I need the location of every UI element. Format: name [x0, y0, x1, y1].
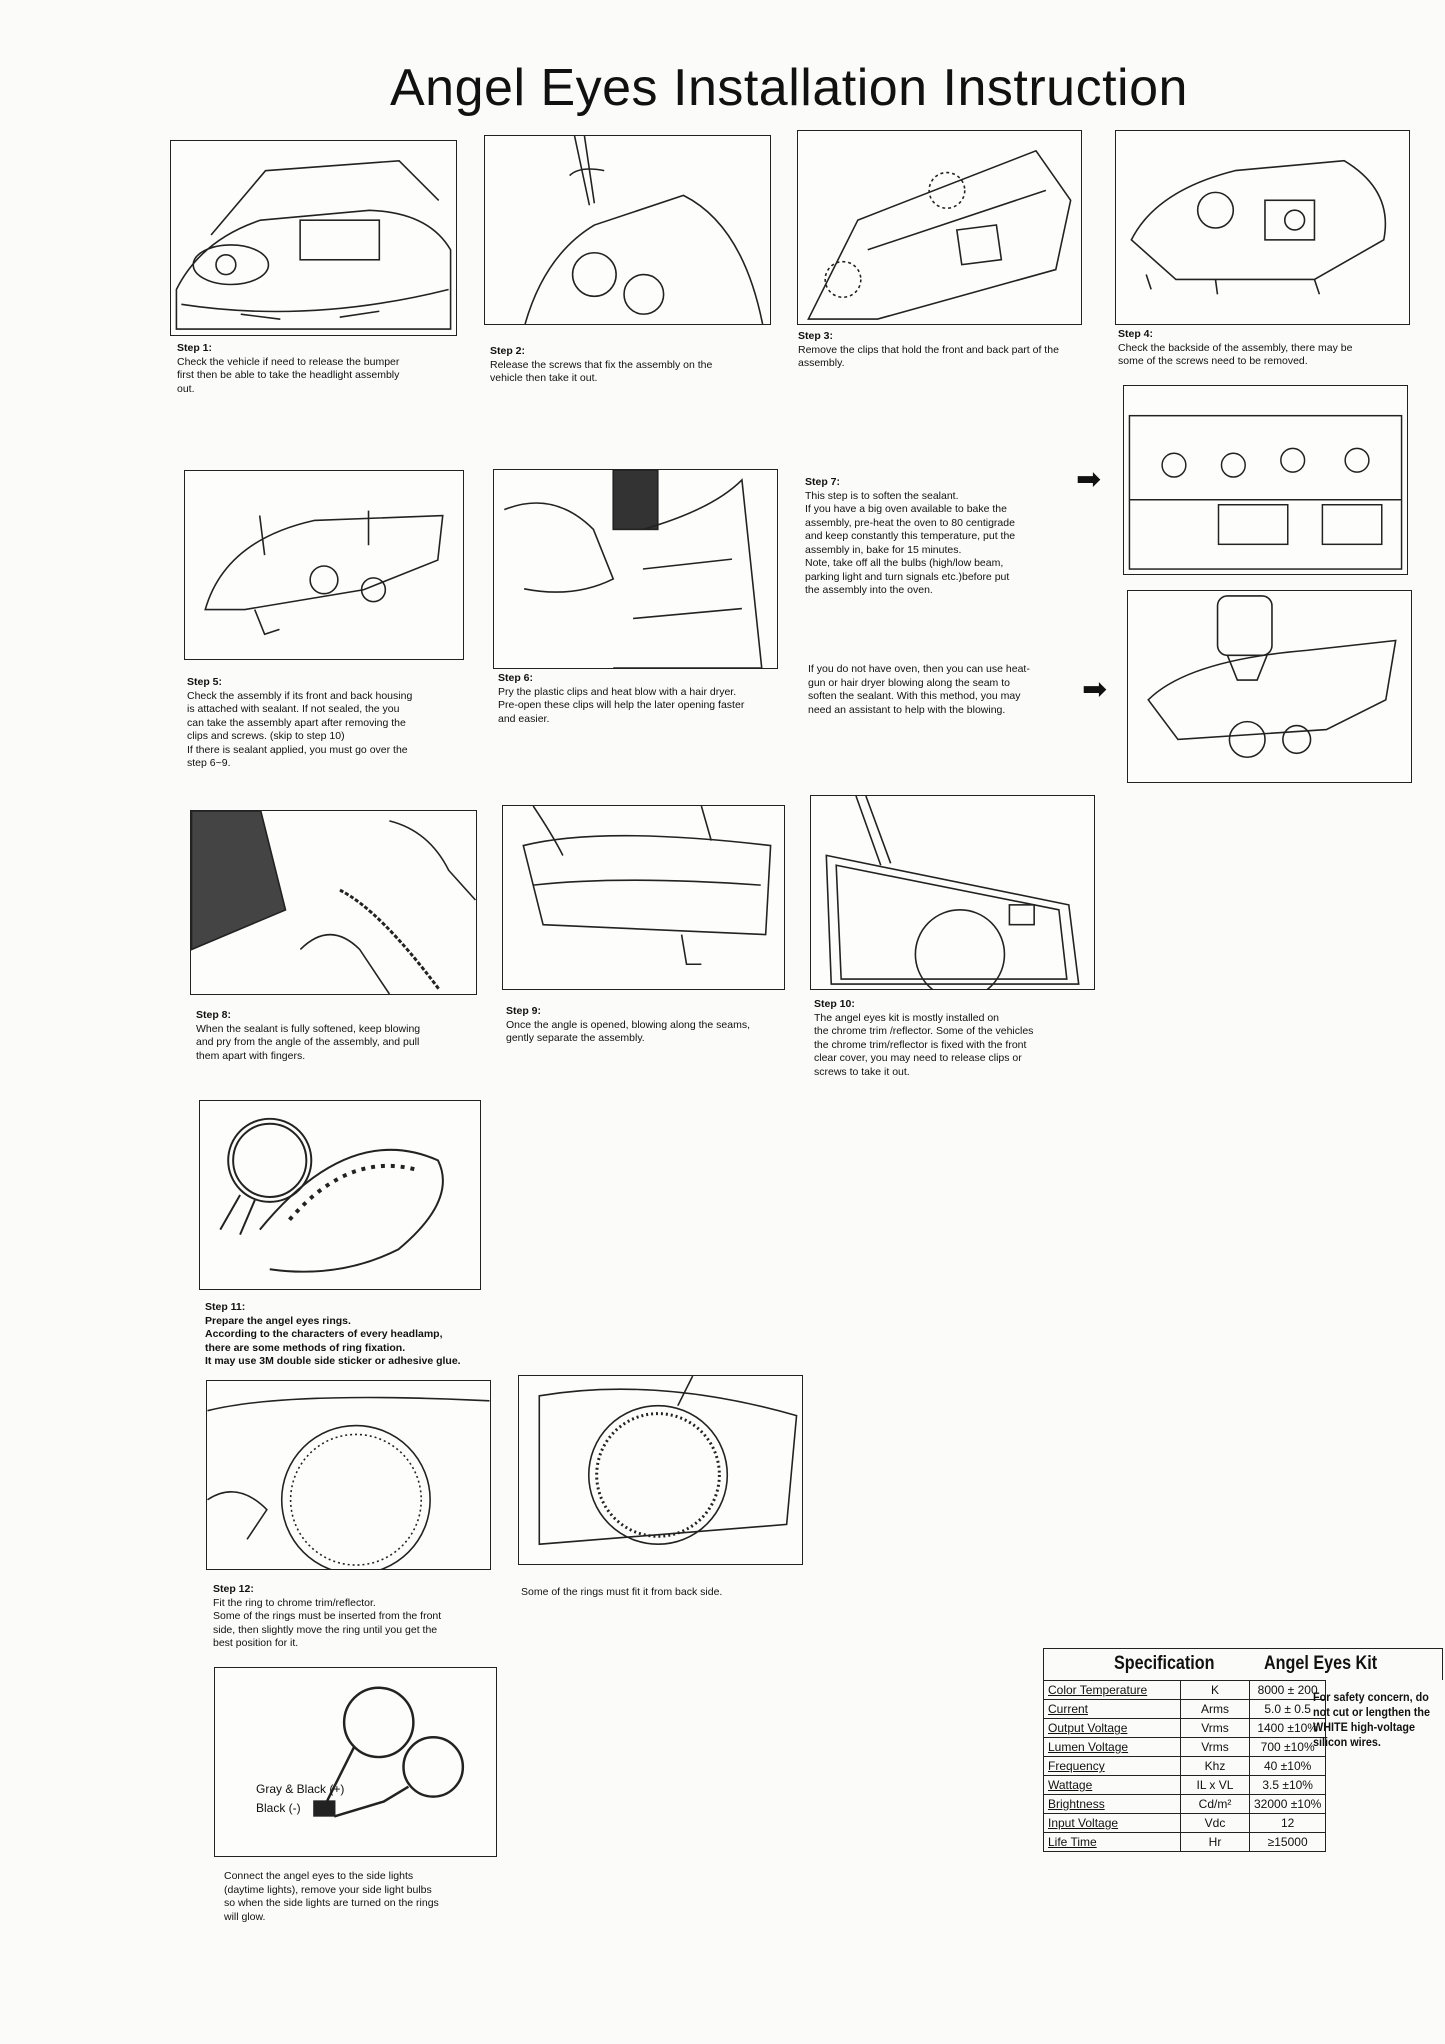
assembly-housing-illustration: [185, 471, 463, 659]
hair-dryer-clips-illustration: [494, 470, 777, 668]
step12-figure: [206, 1380, 491, 1570]
fit-ring-illustration: [207, 1381, 490, 1569]
spec-unit: Khz: [1181, 1757, 1250, 1776]
heatgun-note: [808, 663, 1078, 717]
back-side-text: Some of the rings must fit it from back side.: [521, 1586, 723, 1598]
spec-name: Brightness: [1044, 1795, 1181, 1814]
spec-value: 32000 ±10%: [1250, 1795, 1326, 1814]
arrow-right-icon: ➡: [1082, 673, 1108, 706]
spec-header-right: Angel Eyes Kit: [1264, 1653, 1378, 1674]
spec-row: [1044, 1833, 1326, 1852]
step6-text: Pry the plastic clips and heat blow with a hair dryer. Pre-open these clips will help the later opening faster and easier.: [498, 685, 745, 725]
chrome-trim-illustration: [811, 796, 1094, 989]
spec-row: [1044, 1795, 1326, 1814]
step5-heading: Step 5:: [187, 676, 223, 688]
step1-figure: [170, 140, 457, 336]
spec-unit: IL x VL: [1181, 1776, 1250, 1795]
spec-name: Output Voltage: [1044, 1719, 1181, 1738]
step3-caption: [798, 330, 1098, 371]
step1-heading: Step 1:: [177, 342, 213, 354]
spec-row: [1044, 1776, 1326, 1795]
spec-name: Current: [1044, 1700, 1181, 1719]
step5-text: Check the assembly if its front and back housing is attached with sealant. If not sealed, the you can take the assembly apart after removing the clips and screws. (skip to step 10) If there is sealant applied, you must go over the step 6~9.: [187, 689, 413, 769]
spec-value: 700 ±10%: [1250, 1738, 1326, 1757]
connect-caption: [224, 1870, 524, 1924]
safety-note: For safety concern, do not cut or lengthen the WHITE high-voltage silicon wires.: [1313, 1690, 1430, 1749]
step4-figure: [1115, 130, 1410, 325]
bulbs-and-oven-illustration: [1124, 386, 1407, 574]
step4-heading: Step 4:: [1118, 328, 1154, 340]
spec-value: ≥15000: [1250, 1833, 1326, 1852]
car-front-illustration: [171, 141, 456, 335]
spec-name: Life Time: [1044, 1833, 1181, 1852]
step12-heading: Step 12:: [213, 1583, 254, 1595]
step2-caption: [490, 345, 790, 386]
spec-header: [1043, 1648, 1443, 1680]
spec-row: [1044, 1738, 1326, 1757]
headlight-clips-illustration: [798, 131, 1081, 324]
spec-value: 1400 ±10%: [1250, 1719, 1326, 1738]
spec-table-block: [1043, 1648, 1443, 1852]
step8-heading: Step 8:: [196, 1009, 232, 1021]
step3-figure: [797, 130, 1082, 325]
spec-unit: Vrms: [1181, 1719, 1250, 1738]
step9-text: Once the angle is opened, blowing along the seams, gently separate the assembly.: [506, 1018, 750, 1044]
step3-text: Remove the clips that hold the front and back part of the assembly.: [798, 343, 1059, 369]
step12-caption: [213, 1583, 513, 1651]
step2-heading: Step 2:: [490, 345, 526, 357]
spec-header-left: Specification: [1114, 1653, 1215, 1674]
spec-unit: Vdc: [1181, 1814, 1250, 1833]
step1-caption: [177, 342, 477, 396]
step10-heading: Step 10:: [814, 998, 855, 1010]
spec-unit: Cd/m²: [1181, 1795, 1250, 1814]
connect-text: Connect the angel eyes to the side lights (daytime lights), remove your side light bulbs so when the side lights are turned on the rings will glow.: [224, 1870, 439, 1923]
step2-text: Release the screws that fix the assembly on the vehicle then take it out.: [490, 358, 713, 384]
step5-caption: [187, 676, 487, 771]
angel-eye-rings-illustration: [200, 1101, 480, 1289]
step6-heading: Step 6:: [498, 672, 534, 684]
spec-name: Frequency: [1044, 1757, 1181, 1776]
heat-gun-illustration: [1128, 591, 1411, 782]
spec-row: [1044, 1681, 1326, 1700]
spec-table: [1043, 1680, 1326, 1852]
ring-wiring-illustration: [215, 1668, 496, 1856]
step11-heading: Step 11:: [205, 1301, 246, 1313]
step4-text: Check the backside of the assembly, there may be some of the screws need to be removed.: [1118, 341, 1353, 367]
step12-text: Fit the ring to chrome trim/reflector. Some of the rings must be inserted from the front side, then slightly move the ring until you get the best position for it.: [213, 1596, 442, 1649]
spec-value: 40 ±10%: [1250, 1757, 1326, 1776]
spec-unit: Arms: [1181, 1700, 1250, 1719]
step8-text: When the sealant is fully softened, keep blowing and pry from the angle of the assembly, and pull them apart with fingers.: [196, 1022, 421, 1062]
spec-row: [1044, 1814, 1326, 1833]
step11-figure: [199, 1100, 481, 1290]
bulbs-removed-figure: [1123, 385, 1408, 575]
wire-labels: Gray & Black (+) Black (-): [256, 1782, 345, 1815]
spec-name: Wattage: [1044, 1776, 1181, 1795]
step2-figure: [484, 135, 771, 325]
page-title: Angel Eyes Installation Instruction: [390, 59, 1188, 117]
step10-text: The angel eyes kit is mostly installed on the chrome trim /reflector. Some of the vehicles the chrome trim/reflector is fixed with the front clear cover, you may need to release clips or screws to take it out.: [814, 1011, 1034, 1078]
spec-row: [1044, 1700, 1326, 1719]
step6-figure: [493, 469, 778, 669]
step8-caption: [196, 1009, 496, 1063]
back-side-caption: [521, 1586, 821, 1600]
step6-caption: [498, 672, 798, 726]
ring-back-side-illustration: [519, 1376, 802, 1564]
step11-text: Prepare the angel eyes rings. According to the characters of every headlamp, there are some methods of ring fixation. It may use 3M double side sticker or adhesive glue.: [205, 1314, 461, 1367]
step11-caption: [205, 1301, 505, 1369]
spec-name: Input Voltage: [1044, 1814, 1181, 1833]
step9-caption: [506, 1005, 806, 1046]
step9-figure: [502, 805, 785, 990]
spec-row: [1044, 1719, 1326, 1738]
heatgun-note-text: If you do not have oven, then you can use heat- gun or hair dryer blowing along the seam to soften the sealant. With this method, you may need an assistant to help with the blowing.: [808, 663, 1030, 716]
step7-caption: [805, 476, 1075, 598]
step7-text: This step is to soften the sealant. If you have a big oven available to bake the assembly, pre-heat the oven to 80 centigrade and keep constantly this temperature, put the assembly in, bake for 15 minutes. Note, take off all the bulbs (high/low beam, parking light and turn signals etc.)before put the assembly into the oven.: [805, 489, 1016, 596]
step10-figure: [810, 795, 1095, 990]
spec-unit: Hr: [1181, 1833, 1250, 1852]
spec-row: [1044, 1757, 1326, 1776]
spec-value: 8000 ± 200: [1250, 1681, 1326, 1700]
spec-value: 12: [1250, 1814, 1326, 1833]
step9-heading: Step 9:: [506, 1005, 542, 1017]
step8-figure: [190, 810, 477, 995]
step5-figure: [184, 470, 464, 660]
step7-heading: Step 7:: [805, 476, 841, 488]
step10-caption: [814, 998, 1114, 1079]
step4-caption: [1118, 328, 1418, 369]
spec-value: 3.5 ±10%: [1250, 1776, 1326, 1795]
wiring-figure: [214, 1667, 497, 1857]
arrow-right-icon: ➡: [1076, 463, 1102, 496]
step1-text: Check the vehicle if need to release the bumper first then be able to take the headlight assembly out.: [177, 355, 400, 395]
step3-heading: Step 3:: [798, 330, 834, 342]
back-side-figure: [518, 1375, 803, 1565]
headlight-screws-illustration: [485, 136, 770, 324]
spec-unit: K: [1181, 1681, 1250, 1700]
spec-name: Color Temperature: [1044, 1681, 1181, 1700]
heatgun-figure: [1127, 590, 1412, 783]
spec-value: 5.0 ± 0.5: [1250, 1700, 1326, 1719]
pry-apart-illustration: [191, 811, 476, 994]
separate-assembly-illustration: [503, 806, 784, 989]
spec-unit: Vrms: [1181, 1738, 1250, 1757]
spec-name: Lumen Voltage: [1044, 1738, 1181, 1757]
assembly-backside-illustration: [1116, 131, 1409, 324]
